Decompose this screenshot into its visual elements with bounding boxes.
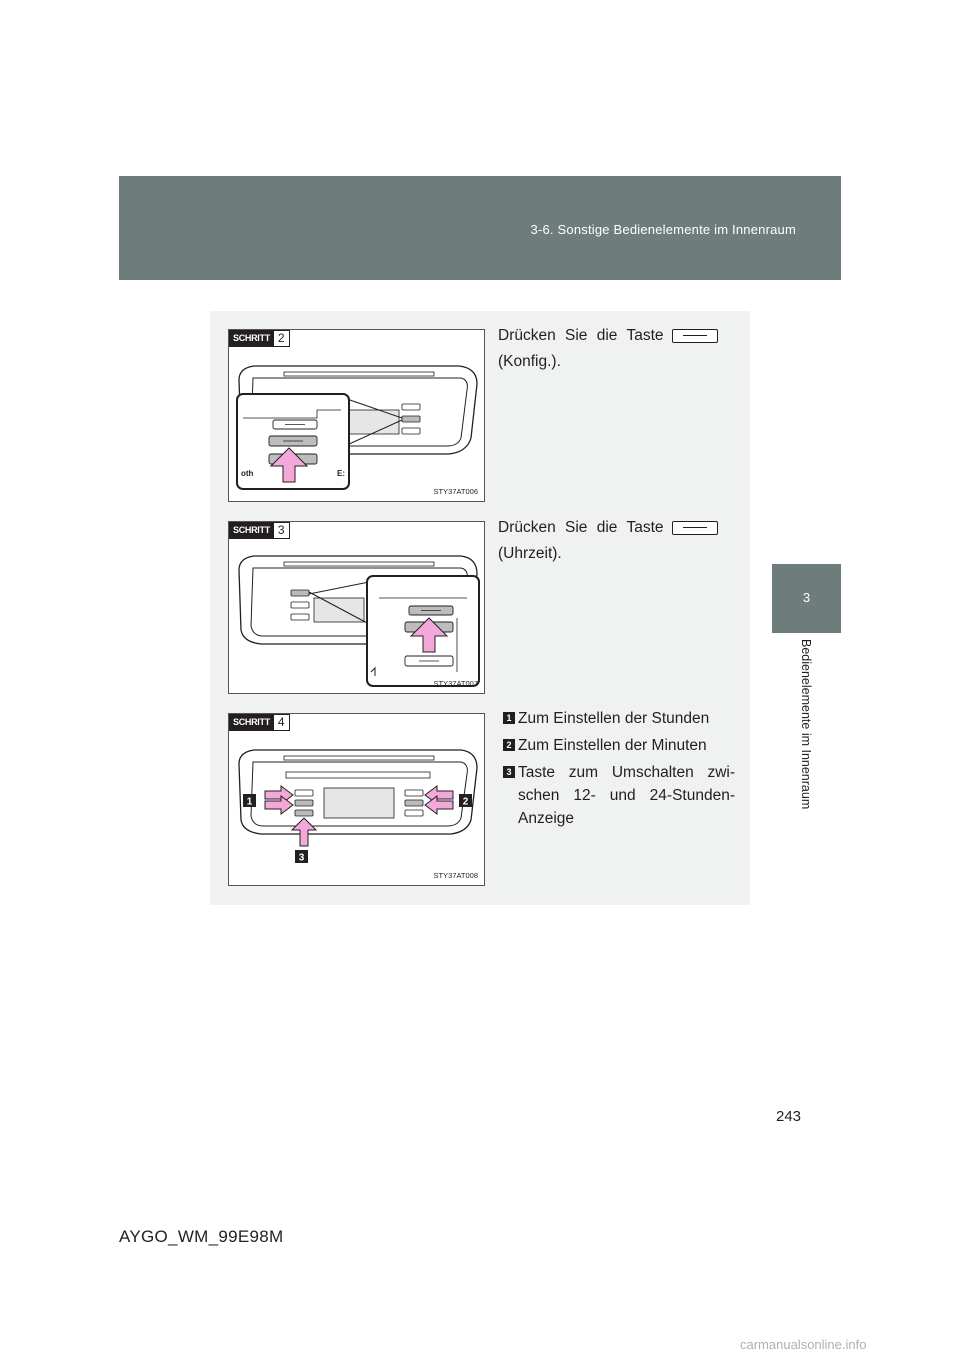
figure-code: STY37AT008	[433, 871, 478, 880]
legend-text: Zum Einstellen der Minuten	[518, 737, 707, 754]
legend-number-badge: 1	[503, 712, 515, 724]
chapter-number: 3	[802, 590, 811, 605]
step-badge	[229, 522, 290, 539]
instruction-line	[498, 323, 718, 349]
instruction-line: (Konfig.).	[498, 353, 561, 370]
section-title: 3-6. Sonstige Bedienelemente im Innenraum	[530, 222, 796, 237]
legend-item	[503, 734, 735, 757]
uhrzeit-button-icon	[672, 521, 718, 535]
instruction-text: Drücken Sie die Taste	[498, 327, 664, 344]
step-badge-word: SCHRITT	[229, 714, 274, 731]
legend-text: Taste zum Umschalten zwi-schen 12- und 24-Stunden-Anzeige	[518, 764, 735, 827]
legend-text: Zum Einstellen der Stunden	[518, 710, 710, 727]
figure-code: STY37AT007	[433, 679, 478, 688]
step-2-instruction	[498, 323, 718, 375]
step-badge-number: 3	[274, 522, 290, 539]
step-badge	[229, 714, 290, 731]
step-badge	[229, 330, 290, 347]
chapter-label: Bedienelemente im Innenraum	[799, 639, 813, 810]
legend-item	[503, 707, 735, 730]
figure-step-3	[228, 521, 485, 694]
callout-2: 2	[462, 796, 469, 808]
instruction-text: Drücken Sie die Taste	[498, 519, 664, 536]
document-code: AYGO_WM_99E98M	[119, 1227, 284, 1246]
figure-step-2	[228, 329, 485, 502]
figure-label-left: oth	[241, 469, 254, 478]
step-badge-word: SCHRITT	[229, 522, 274, 539]
step-4-legend	[503, 707, 735, 834]
radio-illustration-uhrzeit	[229, 522, 486, 695]
instruction-line	[498, 515, 718, 541]
step-3-instruction	[498, 515, 718, 567]
chapter-label-area	[772, 633, 841, 853]
legend-number-badge: 3	[503, 766, 515, 778]
radio-illustration-set-time	[229, 714, 486, 887]
legend-item	[503, 761, 735, 830]
figure-step-4	[228, 713, 485, 886]
procedure-panel	[210, 311, 750, 905]
instruction-line: (Uhrzeit).	[498, 545, 562, 562]
page-number: 243	[776, 1108, 802, 1125]
step-badge-word: SCHRITT	[229, 330, 274, 347]
callout-3: 3	[298, 852, 305, 864]
section-header-band	[119, 176, 841, 280]
step-badge-number: 4	[274, 714, 290, 731]
radio-illustration-konfig	[229, 330, 486, 503]
chapter-tab[interactable]	[772, 564, 841, 633]
legend-number-badge: 2	[503, 739, 515, 751]
konfig-button-icon	[672, 329, 718, 343]
step-badge-number: 2	[274, 330, 290, 347]
figure-code: STY37AT006	[433, 487, 478, 496]
watermark-text: carmanualsonline.info	[740, 1337, 867, 1352]
callout-1: 1	[246, 796, 253, 808]
figure-label-right: E:	[337, 469, 345, 478]
